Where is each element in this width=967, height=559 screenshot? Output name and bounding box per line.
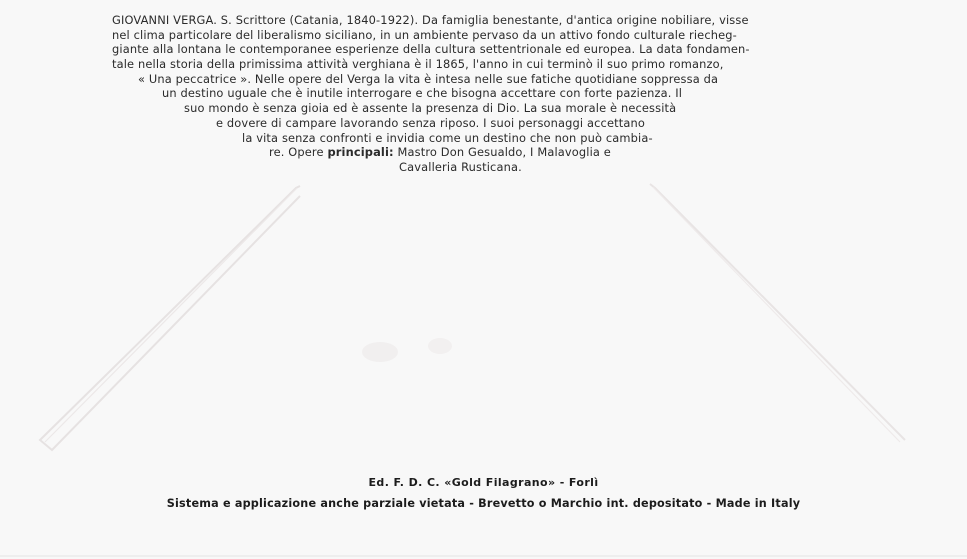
bio-line (112, 101, 862, 116)
bio-text: Mastro Don Gesualdo, I Malavoglia e (393, 145, 611, 160)
bio-text: un destino uguale che è inutile interrogare e che bisogna accettare con forte pazienza. Il (162, 86, 683, 101)
bio-text: suo mondo è senza gioia ed è assente la presenza di Dio. La sua morale è necessità (184, 101, 677, 116)
bio-text: re. Opere (269, 145, 328, 160)
bio-text: « Una peccatrice ». Nelle opere del Verga la vita è intesa nelle sue fatiche quotidiane soppressa da (138, 71, 719, 86)
bio-line (112, 72, 862, 87)
bio-text: la vita senza confronti e invidia come un destino che non può cambia- (242, 130, 653, 145)
bio-text: nel clima particolare del liberalismo siciliano, in un ambiente pervaso da un attivo fondo culturale riecheg- (112, 27, 737, 42)
bio-emphasis: principali: (327, 145, 394, 160)
bio-text: tale nella storia della primissima attività verghiana è il 1865, l'anno in cui terminò il suo primo romanzo, (112, 57, 724, 72)
verga-biography (112, 13, 862, 175)
bio-line (112, 28, 862, 43)
legal-notice: Sistema e applicazione anche parziale vietata - Brevetto o Marchio int. depositato - Made in Italy (166, 497, 801, 510)
bio-line (112, 57, 862, 72)
bio-line (112, 131, 862, 146)
bio-line (112, 145, 862, 160)
bio-text: GIOVANNI VERGA. S. Scrittore (Catania, 1840-1922). Da famiglia benestante, d'antica origine nobiliare, visse (112, 13, 749, 27)
bio-line (112, 13, 862, 28)
bio-line (112, 116, 862, 131)
bio-line (112, 86, 862, 101)
bio-text: e dovere di campare lavorando senza riposo. I suoi personaggi accettano (216, 115, 645, 130)
publisher-credit: Ed. F. D. C. «Gold Filagrano» - Forlì (368, 476, 599, 489)
bio-text: Cavalleria Rusticana. (399, 159, 522, 174)
bio-line (112, 42, 862, 57)
bio-text: giante alla lontana le contemporanee esperienze della cultura settentrionale ed europea. La data fondamen- (112, 42, 750, 57)
bio-line (112, 160, 862, 175)
